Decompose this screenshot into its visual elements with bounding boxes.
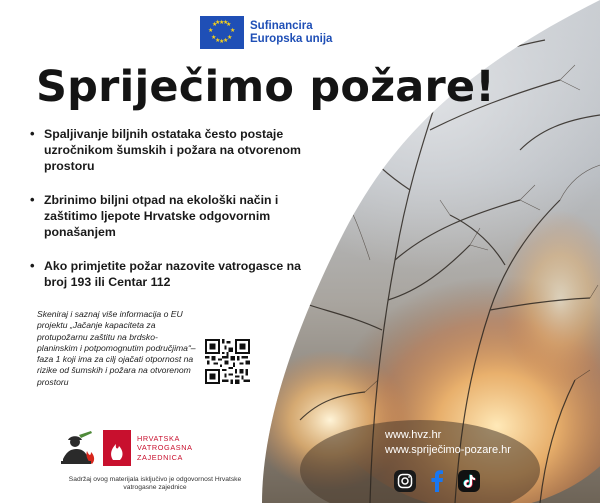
hvz-line2: VATROGASNA <box>137 443 193 453</box>
logos-row <box>57 428 193 468</box>
instagram-icon[interactable] <box>394 470 416 492</box>
eu-cofinance-badge <box>200 16 332 49</box>
hvz-line1: HRVATSKA <box>137 433 180 443</box>
list-item <box>30 258 320 290</box>
link-hvz[interactable]: www.hvz.hr <box>385 429 442 441</box>
eu-flag-icon: ★ ★ ★ ★ ★ ★ ★ ★ ★ ★ ★ ★ <box>200 16 244 49</box>
bullet-text: Spaljivanje biljnih ostataka često postaje uzročnikom šumskih i požara na otvorenom prostoru <box>44 127 301 173</box>
list-item <box>30 192 320 240</box>
hvz-logo-text <box>137 434 193 463</box>
bullet-text: Ako primjetite požar nazovite vatrogasce na broj 193 ili Centar 112 <box>44 259 301 289</box>
website-links <box>385 428 511 457</box>
social-icons <box>394 470 490 492</box>
bullet-text: Zbrinimo biljni otpad na ekološki način i zaštitimo ljepote Hrvatske odgovornim ponašanjem <box>44 193 279 239</box>
hvz-line3: ZAJEDNICA <box>137 452 183 462</box>
bullet-list <box>30 126 320 308</box>
eu-badge-line2: Europska unija <box>250 32 333 45</box>
list-item <box>30 126 320 174</box>
qr-code[interactable] <box>205 339 250 384</box>
facebook-icon[interactable] <box>426 470 448 492</box>
bullet-icon: • <box>30 126 35 141</box>
link-sprijecimo-pozare[interactable]: www.spriječimo-pozare.hr <box>385 443 511 456</box>
hvz-flame-logo-icon <box>103 430 131 466</box>
page-title: Spriječimo požare! <box>36 62 496 112</box>
disclaimer-text: Sadržaj ovog materijala isključivo je odgovornost Hrvatske vatrogasne zajednice <box>68 476 242 492</box>
eu-badge-line1: Sufinancira <box>250 19 313 32</box>
project-info-text: Skeniraj i saznaj više informacija o EU projektu „Jačanje kapaciteta za protupožarnu zaštitu na brdsko-planinskim i potpomognutim područjima“– faza 1 koji ima za cilj ojačati otpornost na rizike od šumskih i požara na otvorenom prostoru <box>37 309 196 387</box>
firefighter-logo-icon <box>57 429 97 467</box>
eu-badge-text <box>250 20 332 46</box>
tiktok-icon[interactable] <box>458 470 480 492</box>
bullet-icon: • <box>30 258 35 273</box>
bullet-icon: • <box>30 192 35 207</box>
